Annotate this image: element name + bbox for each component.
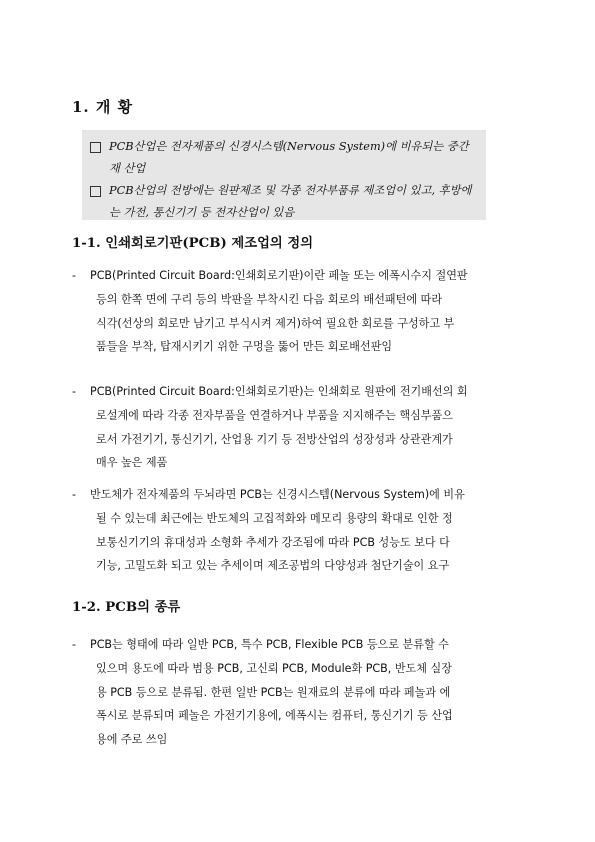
paragraph [72,633,528,752]
paragraph [72,380,528,475]
checkbox-icon [90,186,101,197]
paragraph-line: PCB는 형태에 따라 일반 PCB, 특수 PCB, Flexible PCB 등으로 분류할 수 [90,638,449,651]
paragraph-line: 기능, 고밀도화 되고 있는 추세이며 제조공법의 다양성과 첨단기술이 요구 [96,559,450,573]
paragraph-line: PCB(Printed Circuit Board:인쇄회로기판)는 인쇄회로 원판에 전기배선의 회 [90,385,468,398]
subsection-title: 1-1. 인쇄회로기판(PCB) 제조업의 정의 [72,236,314,251]
section-title: 1. 개 황 [72,98,134,116]
paragraph-line: 식각(선상의 회로만 남기고 부식시켜 제거)하여 필요한 회로를 구성하고 부 [96,316,455,330]
summary-item [90,180,476,224]
paragraph-line: 로서 가전기기, 통신기기, 산업용 기기 등 전방산업의 성장성과 상관관계가 [96,432,453,446]
checkbox-icon [90,142,101,153]
summary-item [90,136,476,180]
paragraph-line: 로설계에 따라 각종 전자부품을 연결하거나 부품을 지지해주는 핵심부품으 [96,408,453,422]
dash-bullet: - [72,269,77,282]
paragraph-line: 용 PCB 등으로 분류됨. 한편 일반 PCB는 원재료의 분류에 따라 페놀과 에 [96,685,451,699]
dash-bullet: - [72,488,77,501]
dash-bullet: - [72,385,77,398]
paragraph-line: 있으며 용도에 따라 범용 PCB, 고신뢰 PCB, Module화 PCB, 반도체 실장 [96,661,452,675]
paragraph-line: 매우 높은 제품 [96,456,168,470]
paragraph [72,483,528,578]
subsection-title: 1-2. PCB의 종류 [72,600,181,615]
paragraph-line: 등의 한쪽 면에 구리 등의 박판을 부착시킨 다음 회로의 배선패턴에 따라 [96,292,443,306]
dash-bullet: - [72,638,77,651]
paragraph-line: PCB(Printed Circuit Board:인쇄회로기판)이란 페놀 또는 에폭시수지 절연판 [90,269,468,282]
paragraph-line: 될 수 있는데 최근에는 반도체의 고집적화와 메모리 용량의 확대로 인한 정 [96,511,453,525]
paragraph-line: 보통신기기의 휴대성과 소형화 추세가 강조됨에 따라 PCB 성능도 보다 다 [96,535,450,549]
paragraph-line: 폭시로 분류되며 페놀은 가전기기용에, 에폭시는 컴퓨터, 통신기기 등 산업 [96,709,453,723]
paragraph [72,264,528,359]
paragraph-line: 반도체가 전자제품의 두뇌라면 PCB는 신경시스템(Nervous System)에 비유 [90,488,465,501]
paragraph-line: 용에 주로 쓰임 [96,733,168,747]
paragraph-line: 품들을 부착, 탑재시키기 위한 구멍을 뚫어 만든 회로배선판임 [96,340,393,354]
summary-box [82,130,486,220]
summary-text: PCB산업의 전방에는 원판제조 및 각종 전자부품류 제조업이 있고, 후방에는 가전, 통신기기 등 전자산업이 있음 [109,184,472,219]
summary-text: PCB산업은 전자제품의 신경시스템(Nervous System)에 비유되는 중간재 산업 [109,140,469,175]
